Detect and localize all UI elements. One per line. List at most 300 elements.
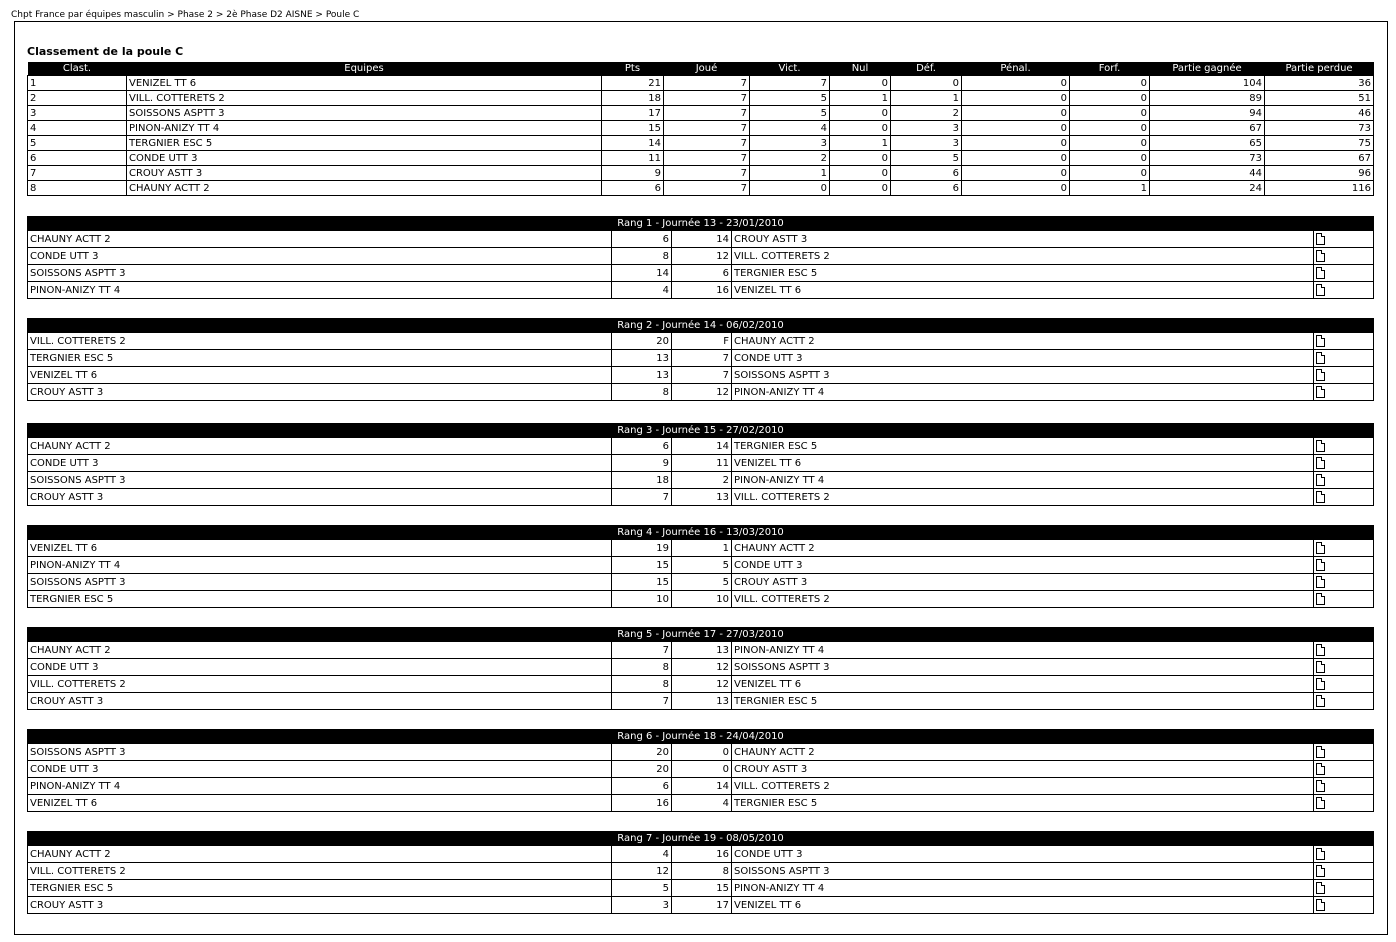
away-score: 8 — [672, 863, 732, 880]
away-team[interactable]: TERGNIER ESC 5 — [732, 438, 1314, 455]
home-score: 6 — [612, 231, 672, 248]
standings-cell: 8 — [28, 181, 127, 196]
standings-cell: 0 — [962, 91, 1070, 106]
home-score: 14 — [612, 265, 672, 282]
standings-cell: 24 — [1150, 181, 1265, 196]
match-row — [28, 659, 1374, 676]
document-icon[interactable] — [1316, 678, 1325, 690]
standings-cell: 6 — [28, 151, 127, 166]
away-team[interactable]: CONDE UTT 3 — [732, 350, 1314, 367]
match-sheet-cell[interactable] — [1314, 846, 1374, 863]
round-title: Rang 5 - Journée 17 - 27/03/2010 — [28, 628, 1374, 642]
standings-cell: 4 — [750, 121, 830, 136]
standings-cell: 75 — [1265, 136, 1374, 151]
home-team[interactable]: CROUY ASTT 3 — [28, 897, 612, 914]
standings-row — [28, 76, 1374, 91]
standings-cell: 2 — [891, 106, 962, 121]
standings-cell: 3 — [28, 106, 127, 121]
home-team[interactable]: CHAUNY ACTT 2 — [28, 231, 612, 248]
standings-table — [27, 62, 1374, 196]
standings-cell: 0 — [830, 151, 891, 166]
standings-cell: 7 — [664, 166, 750, 181]
document-icon[interactable] — [1316, 780, 1325, 792]
match-sheet-cell[interactable] — [1314, 897, 1374, 914]
standings-cell: 5 — [28, 136, 127, 151]
away-score: 10 — [672, 591, 732, 608]
away-team[interactable]: SOISSONS ASPTT 3 — [732, 863, 1314, 880]
breadcrumb[interactable]: Chpt France par équipes masculin > Phase 2 > 2è Phase D2 AISNE > Poule C — [11, 10, 360, 20]
away-team[interactable]: CROUY ASTT 3 — [732, 231, 1314, 248]
away-team[interactable]: TERGNIER ESC 5 — [732, 265, 1314, 282]
away-team[interactable]: CHAUNY ACTT 2 — [732, 540, 1314, 557]
document-icon[interactable] — [1316, 661, 1325, 673]
match-sheet-cell[interactable] — [1314, 438, 1374, 455]
team-name-link[interactable]: VENIZEL TT 6 — [127, 76, 602, 91]
standings-cell: 67 — [1150, 121, 1265, 136]
home-team[interactable]: CROUY ASTT 3 — [28, 489, 612, 506]
away-team[interactable]: CONDE UTT 3 — [732, 846, 1314, 863]
standings-cell: 0 — [962, 76, 1070, 91]
match-row — [28, 591, 1374, 608]
document-icon[interactable] — [1316, 593, 1325, 605]
home-score: 4 — [612, 846, 672, 863]
away-team[interactable]: VILL. COTTERETS 2 — [732, 591, 1314, 608]
document-icon[interactable] — [1316, 644, 1325, 656]
standings-header-cell: Clast. — [28, 62, 127, 76]
standings-header-cell: Partie gagnée — [1150, 62, 1265, 76]
document-icon[interactable] — [1316, 899, 1325, 911]
match-sheet-cell[interactable] — [1314, 489, 1374, 506]
document-icon[interactable] — [1316, 695, 1325, 707]
team-name-link[interactable]: SOISSONS ASPTT 3 — [127, 106, 602, 121]
document-icon[interactable] — [1316, 576, 1325, 588]
standings-cell: 17 — [602, 106, 664, 121]
match-row — [28, 863, 1374, 880]
away-score: 1 — [672, 540, 732, 557]
standings-cell: 0 — [962, 106, 1070, 121]
standings-cell: 1 — [830, 91, 891, 106]
standings-row — [28, 121, 1374, 136]
standings-cell: 0 — [830, 76, 891, 91]
home-team[interactable]: VILL. COTTERETS 2 — [28, 676, 612, 693]
match-row — [28, 265, 1374, 282]
standings-cell: 0 — [1070, 76, 1150, 91]
team-name-link[interactable]: VILL. COTTERETS 2 — [127, 91, 602, 106]
home-score: 19 — [612, 540, 672, 557]
match-sheet-cell[interactable] — [1314, 744, 1374, 761]
standings-cell: 0 — [830, 181, 891, 196]
away-team[interactable]: CROUY ASTT 3 — [732, 574, 1314, 591]
standings-cell: 21 — [602, 76, 664, 91]
standings-cell: 73 — [1265, 121, 1374, 136]
home-score: 4 — [612, 282, 672, 299]
match-row — [28, 472, 1374, 489]
match-row — [28, 333, 1374, 350]
home-team[interactable]: CHAUNY ACTT 2 — [28, 438, 612, 455]
standings-row — [28, 181, 1374, 196]
standings-cell: 0 — [962, 151, 1070, 166]
match-sheet-cell[interactable] — [1314, 455, 1374, 472]
away-team[interactable]: CONDE UTT 3 — [732, 557, 1314, 574]
standings-header-cell: Vict. — [750, 62, 830, 76]
standings-header-cell: Déf. — [891, 62, 962, 76]
standings-cell: 51 — [1265, 91, 1374, 106]
standings-cell: 0 — [1070, 166, 1150, 181]
home-team[interactable]: CHAUNY ACTT 2 — [28, 846, 612, 863]
round-table — [27, 525, 1374, 608]
standings-cell: 0 — [1070, 151, 1150, 166]
away-score: 13 — [672, 489, 732, 506]
home-team[interactable]: VILL. COTTERETS 2 — [28, 863, 612, 880]
standings-cell: 0 — [962, 136, 1070, 151]
away-score: 12 — [672, 384, 732, 401]
standings-cell: 11 — [602, 151, 664, 166]
round-title: Rang 4 - Journée 16 - 13/03/2010 — [28, 526, 1374, 540]
document-icon[interactable] — [1316, 746, 1325, 758]
round-table — [27, 627, 1374, 710]
match-sheet-cell[interactable] — [1314, 248, 1374, 265]
home-score: 7 — [612, 489, 672, 506]
home-team[interactable]: CONDE UTT 3 — [28, 659, 612, 676]
match-row — [28, 367, 1374, 384]
standings-header-cell: Partie perdue — [1265, 62, 1374, 76]
home-team[interactable]: TERGNIER ESC 5 — [28, 591, 612, 608]
document-icon[interactable] — [1316, 352, 1325, 364]
home-score: 12 — [612, 863, 672, 880]
home-score: 7 — [612, 693, 672, 710]
home-team[interactable]: SOISSONS ASPTT 3 — [28, 744, 612, 761]
standings-cell: 7 — [664, 151, 750, 166]
away-score: 0 — [672, 744, 732, 761]
home-score: 10 — [612, 591, 672, 608]
away-score: 7 — [672, 367, 732, 384]
away-score: 11 — [672, 455, 732, 472]
standings-cell: 0 — [830, 121, 891, 136]
round-table — [27, 423, 1374, 506]
home-team[interactable]: PINON-ANIZY TT 4 — [28, 557, 612, 574]
standings-cell: 0 — [891, 76, 962, 91]
home-score: 6 — [612, 438, 672, 455]
standings-cell: 1 — [750, 166, 830, 181]
document-icon[interactable] — [1316, 457, 1325, 469]
away-team[interactable]: SOISSONS ASPTT 3 — [732, 659, 1314, 676]
standings-cell: 116 — [1265, 181, 1374, 196]
standings-cell: 6 — [891, 181, 962, 196]
match-row — [28, 744, 1374, 761]
standings-cell: 65 — [1150, 136, 1265, 151]
document-icon[interactable] — [1316, 559, 1325, 571]
standings-cell: 96 — [1265, 166, 1374, 181]
away-score: 13 — [672, 642, 732, 659]
standings-row — [28, 166, 1374, 181]
home-score: 8 — [612, 248, 672, 265]
match-sheet-cell[interactable] — [1314, 642, 1374, 659]
away-team[interactable]: PINON-ANIZY TT 4 — [732, 472, 1314, 489]
match-sheet-cell[interactable] — [1314, 591, 1374, 608]
team-name-link[interactable]: CHAUNY ACTT 2 — [127, 181, 602, 196]
match-sheet-cell[interactable] — [1314, 574, 1374, 591]
home-team[interactable]: VENIZEL TT 6 — [28, 795, 612, 812]
standings-cell: 7 — [664, 91, 750, 106]
standings-cell: 0 — [962, 181, 1070, 196]
home-team[interactable]: CONDE UTT 3 — [28, 248, 612, 265]
away-team[interactable]: PINON-ANIZY TT 4 — [732, 880, 1314, 897]
standings-cell: 0 — [1070, 106, 1150, 121]
away-team[interactable]: CROUY ASTT 3 — [732, 761, 1314, 778]
home-team[interactable]: CHAUNY ACTT 2 — [28, 642, 612, 659]
home-team[interactable]: VILL. COTTERETS 2 — [28, 333, 612, 350]
match-sheet-cell[interactable] — [1314, 778, 1374, 795]
standings-cell: 1 — [891, 91, 962, 106]
standings-cell: 15 — [602, 121, 664, 136]
standings-cell: 1 — [830, 136, 891, 151]
home-score: 13 — [612, 367, 672, 384]
standings-cell: 5 — [750, 106, 830, 121]
standings-cell: 0 — [830, 106, 891, 121]
match-row — [28, 248, 1374, 265]
standings-cell: 7 — [28, 166, 127, 181]
away-team[interactable]: VENIZEL TT 6 — [732, 282, 1314, 299]
match-row — [28, 880, 1374, 897]
team-name-link[interactable]: TERGNIER ESC 5 — [127, 136, 602, 151]
round-table — [27, 729, 1374, 812]
home-team[interactable]: PINON-ANIZY TT 4 — [28, 778, 612, 795]
home-score: 16 — [612, 795, 672, 812]
away-score: 14 — [672, 438, 732, 455]
standings-cell: 0 — [1070, 136, 1150, 151]
away-score: 7 — [672, 350, 732, 367]
match-row — [28, 438, 1374, 455]
document-icon[interactable] — [1316, 233, 1325, 245]
page-title: Classement de la poule C — [27, 45, 184, 58]
match-row — [28, 557, 1374, 574]
home-score: 13 — [612, 350, 672, 367]
away-team[interactable]: CHAUNY ACTT 2 — [732, 744, 1314, 761]
round-title: Rang 6 - Journée 18 - 24/04/2010 — [28, 730, 1374, 744]
home-score: 20 — [612, 761, 672, 778]
away-score: 5 — [672, 574, 732, 591]
standings-cell: 89 — [1150, 91, 1265, 106]
match-sheet-cell[interactable] — [1314, 350, 1374, 367]
home-team[interactable]: CROUY ASTT 3 — [28, 384, 612, 401]
match-sheet-cell[interactable] — [1314, 540, 1374, 557]
document-icon[interactable] — [1316, 335, 1325, 347]
home-team[interactable]: SOISSONS ASPTT 3 — [28, 574, 612, 591]
match-row — [28, 795, 1374, 812]
document-icon[interactable] — [1316, 284, 1325, 296]
away-team[interactable]: VILL. COTTERETS 2 — [732, 248, 1314, 265]
round-title: Rang 3 - Journée 15 - 27/02/2010 — [28, 424, 1374, 438]
away-score: 16 — [672, 846, 732, 863]
standings-header-cell: Pts — [602, 62, 664, 76]
document-icon[interactable] — [1316, 474, 1325, 486]
standings-cell: 1 — [1070, 181, 1150, 196]
home-score: 7 — [612, 642, 672, 659]
standings-cell: 5 — [891, 151, 962, 166]
away-score: 14 — [672, 778, 732, 795]
away-team[interactable]: SOISSONS ASPTT 3 — [732, 367, 1314, 384]
away-team[interactable]: CHAUNY ACTT 2 — [732, 333, 1314, 350]
match-sheet-cell[interactable] — [1314, 676, 1374, 693]
away-score: 4 — [672, 795, 732, 812]
standings-row — [28, 136, 1374, 151]
home-team[interactable]: VENIZEL TT 6 — [28, 367, 612, 384]
standings-cell: 18 — [602, 91, 664, 106]
home-team[interactable]: SOISSONS ASPTT 3 — [28, 472, 612, 489]
match-sheet-cell[interactable] — [1314, 265, 1374, 282]
match-sheet-cell[interactable] — [1314, 472, 1374, 489]
document-icon[interactable] — [1316, 440, 1325, 452]
standings-cell: 0 — [962, 121, 1070, 136]
home-score: 8 — [612, 384, 672, 401]
standings-header-cell: Pénal. — [962, 62, 1070, 76]
match-row — [28, 540, 1374, 557]
match-row — [28, 231, 1374, 248]
away-team[interactable]: PINON-ANIZY TT 4 — [732, 642, 1314, 659]
standings-cell: 2 — [28, 91, 127, 106]
document-icon[interactable] — [1316, 267, 1325, 279]
standings-cell: 94 — [1150, 106, 1265, 121]
match-sheet-cell[interactable] — [1314, 282, 1374, 299]
standings-cell: 0 — [750, 181, 830, 196]
standings-cell: 6 — [602, 181, 664, 196]
standings-row — [28, 91, 1374, 106]
match-row — [28, 455, 1374, 472]
document-icon[interactable] — [1316, 763, 1325, 775]
standings-cell: 7 — [664, 106, 750, 121]
match-row — [28, 282, 1374, 299]
match-row — [28, 384, 1374, 401]
round-title: Rang 7 - Journée 19 - 08/05/2010 — [28, 832, 1374, 846]
match-sheet-cell[interactable] — [1314, 659, 1374, 676]
home-score: 15 — [612, 574, 672, 591]
standings-cell: 7 — [664, 76, 750, 91]
away-score: 0 — [672, 761, 732, 778]
match-sheet-cell[interactable] — [1314, 367, 1374, 384]
standings-row — [28, 151, 1374, 166]
match-row — [28, 897, 1374, 914]
home-score: 5 — [612, 880, 672, 897]
match-row — [28, 761, 1374, 778]
home-team[interactable]: VENIZEL TT 6 — [28, 540, 612, 557]
away-score: 2 — [672, 472, 732, 489]
standings-cell: 44 — [1150, 166, 1265, 181]
standings-cell: 6 — [891, 166, 962, 181]
standings-cell: 46 — [1265, 106, 1374, 121]
document-icon[interactable] — [1316, 386, 1325, 398]
document-icon[interactable] — [1316, 491, 1325, 503]
match-row — [28, 574, 1374, 591]
standings-cell: 36 — [1265, 76, 1374, 91]
standings-cell: 5 — [750, 91, 830, 106]
standings-cell: 7 — [664, 181, 750, 196]
away-team[interactable]: TERGNIER ESC 5 — [732, 795, 1314, 812]
standings-cell: 7 — [664, 136, 750, 151]
home-team[interactable]: PINON-ANIZY TT 4 — [28, 282, 612, 299]
standings-header-cell: Nul — [830, 62, 891, 76]
document-icon[interactable] — [1316, 797, 1325, 809]
standings-cell: 104 — [1150, 76, 1265, 91]
away-team[interactable]: VENIZEL TT 6 — [732, 455, 1314, 472]
match-row — [28, 642, 1374, 659]
standings-cell: 3 — [891, 136, 962, 151]
match-row — [28, 676, 1374, 693]
away-team[interactable]: VILL. COTTERETS 2 — [732, 778, 1314, 795]
match-sheet-cell[interactable] — [1314, 333, 1374, 350]
home-score: 15 — [612, 557, 672, 574]
home-score: 18 — [612, 472, 672, 489]
match-sheet-cell[interactable] — [1314, 231, 1374, 248]
team-name-link[interactable]: CONDE UTT 3 — [127, 151, 602, 166]
home-team[interactable]: CROUY ASTT 3 — [28, 693, 612, 710]
home-score: 9 — [612, 455, 672, 472]
away-team[interactable]: VENIZEL TT 6 — [732, 676, 1314, 693]
home-team[interactable]: CONDE UTT 3 — [28, 761, 612, 778]
standings-row — [28, 106, 1374, 121]
team-name-link[interactable]: CROUY ASTT 3 — [127, 166, 602, 181]
match-sheet-cell[interactable] — [1314, 693, 1374, 710]
team-name-link[interactable]: PINON-ANIZY TT 4 — [127, 121, 602, 136]
standings-cell: 7 — [664, 121, 750, 136]
standings-cell: 1 — [28, 76, 127, 91]
standings-cell: 9 — [602, 166, 664, 181]
match-sheet-cell[interactable] — [1314, 863, 1374, 880]
home-score: 20 — [612, 333, 672, 350]
document-icon[interactable] — [1316, 250, 1325, 262]
standings-header-cell: Forf. — [1070, 62, 1150, 76]
home-team[interactable]: TERGNIER ESC 5 — [28, 880, 612, 897]
match-sheet-cell[interactable] — [1314, 761, 1374, 778]
document-icon[interactable] — [1316, 542, 1325, 554]
standings-cell: 7 — [750, 76, 830, 91]
standings-cell: 3 — [891, 121, 962, 136]
away-score: 12 — [672, 659, 732, 676]
document-icon[interactable] — [1316, 369, 1325, 381]
standings-cell: 2 — [750, 151, 830, 166]
away-score: 6 — [672, 265, 732, 282]
home-team[interactable]: CONDE UTT 3 — [28, 455, 612, 472]
home-score: 8 — [612, 659, 672, 676]
document-icon[interactable] — [1316, 865, 1325, 877]
match-sheet-cell[interactable] — [1314, 880, 1374, 897]
away-score: 14 — [672, 231, 732, 248]
match-sheet-cell[interactable] — [1314, 384, 1374, 401]
away-team[interactable]: VENIZEL TT 6 — [732, 897, 1314, 914]
standings-cell: 14 — [602, 136, 664, 151]
away-team[interactable]: TERGNIER ESC 5 — [732, 693, 1314, 710]
round-table — [27, 318, 1374, 401]
home-score: 6 — [612, 778, 672, 795]
away-score: 12 — [672, 676, 732, 693]
home-team[interactable]: TERGNIER ESC 5 — [28, 350, 612, 367]
standings-cell: 0 — [962, 166, 1070, 181]
away-score: F — [672, 333, 732, 350]
standings-header-cell: Joué — [664, 62, 750, 76]
round-title: Rang 2 - Journée 14 - 06/02/2010 — [28, 319, 1374, 333]
match-sheet-cell[interactable] — [1314, 557, 1374, 574]
away-team[interactable]: PINON-ANIZY TT 4 — [732, 384, 1314, 401]
document-icon[interactable] — [1316, 848, 1325, 860]
away-team[interactable]: VILL. COTTERETS 2 — [732, 489, 1314, 506]
document-icon[interactable] — [1316, 882, 1325, 894]
home-team[interactable]: SOISSONS ASPTT 3 — [28, 265, 612, 282]
match-sheet-cell[interactable] — [1314, 795, 1374, 812]
away-score: 13 — [672, 693, 732, 710]
round-table — [27, 216, 1374, 299]
standings-cell: 0 — [830, 166, 891, 181]
standings-cell: 73 — [1150, 151, 1265, 166]
away-score: 16 — [672, 282, 732, 299]
